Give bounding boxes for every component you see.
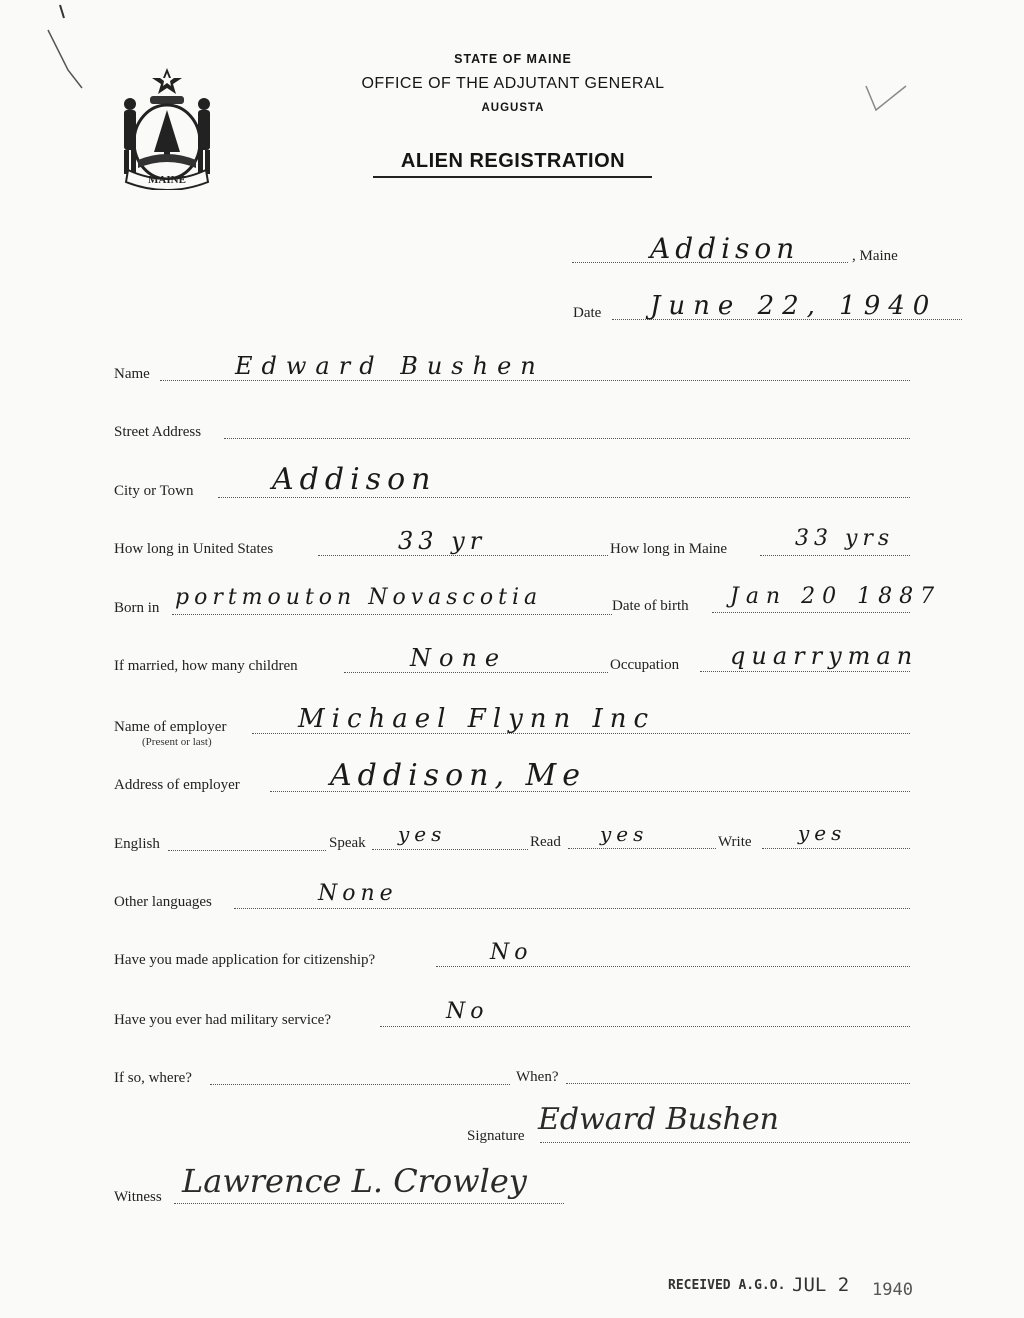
born-value: portmouton Novascotia	[175, 585, 543, 610]
military-label: Have you ever had military service?	[114, 1012, 331, 1028]
employer-address-label: Address of employer	[114, 777, 240, 793]
citizenship-label: Have you made application for citizenship?	[114, 952, 376, 968]
city-value: Addison	[272, 462, 437, 497]
office-heading: OFFICE OF THE ADJUTANT GENERAL	[361, 75, 665, 92]
other-languages-label: Other languages	[114, 894, 212, 910]
where-line	[210, 1084, 510, 1085]
speak-label: Speak	[329, 835, 366, 851]
name-value: Edward Bushen	[235, 352, 545, 380]
write-value: yes	[798, 821, 847, 845]
witness-line	[174, 1203, 564, 1204]
speak-line	[372, 849, 528, 850]
check-mark	[862, 80, 912, 120]
children-label: If married, how many children	[114, 658, 298, 674]
date-value: June 22, 1940	[650, 291, 938, 321]
witness-label: Witness	[114, 1189, 162, 1205]
seal-banner-text: MAINE	[148, 174, 186, 186]
occupation-label: Occupation	[610, 657, 680, 673]
other-languages-value: None	[318, 881, 398, 906]
maine-duration-label: How long in Maine	[610, 541, 728, 557]
us-duration-line	[318, 555, 608, 556]
read-label: Read	[530, 834, 561, 850]
state-heading: STATE OF MAINE	[454, 52, 572, 66]
witness-value: Lawrence L. Crowley	[182, 1162, 527, 1200]
dob-line	[712, 612, 910, 613]
maine-duration-value: 33 yrs	[795, 526, 895, 551]
location-suffix: , Maine	[852, 248, 898, 264]
other-languages-line	[234, 908, 910, 909]
received-stamp-year: 1940	[872, 1280, 913, 1300]
name-line	[160, 380, 910, 381]
military-value: No	[446, 999, 489, 1024]
english-line	[168, 850, 326, 851]
form-title: ALIEN REGISTRATION	[400, 150, 626, 172]
title-underline	[373, 176, 652, 178]
citizenship-line	[436, 966, 910, 967]
citizenship-value: No	[490, 940, 533, 965]
location-value: Addison	[650, 232, 800, 265]
born-label: Born in	[114, 600, 160, 616]
margin-mark	[40, 0, 110, 100]
children-value: None	[410, 644, 508, 672]
signature-value: Edward Bushen	[538, 1102, 779, 1137]
write-line	[762, 848, 910, 849]
received-stamp: RECEIVED A.G.O.	[668, 1278, 786, 1293]
children-line	[344, 672, 608, 673]
date-label: Date	[573, 305, 602, 321]
name-label: Name	[114, 366, 150, 382]
maine-duration-line	[760, 555, 910, 556]
employer-address-value: Addison, Me	[330, 758, 586, 793]
city-line	[218, 497, 910, 498]
write-label: Write	[718, 834, 752, 850]
read-line	[568, 848, 716, 849]
city-heading: AUGUSTA	[481, 102, 545, 114]
when-label: When?	[516, 1069, 559, 1085]
dob-label: Date of birth	[612, 598, 689, 614]
occupation-line	[700, 671, 910, 672]
read-value: yes	[600, 822, 649, 846]
dob-value: Jan 20 1887	[730, 584, 942, 609]
employer-sublabel: (Present or last)	[142, 736, 212, 748]
signature-label: Signature	[467, 1128, 525, 1144]
employer-label: Name of employer	[114, 719, 227, 735]
where-label: If so, where?	[114, 1070, 192, 1086]
city-label: City or Town	[114, 483, 194, 499]
street-label: Street Address	[114, 424, 202, 440]
occupation-value: quarryman	[730, 642, 919, 670]
signature-line	[540, 1142, 910, 1143]
employer-value: Michael Flynn Inc	[298, 704, 656, 734]
us-duration-value: 33 yr	[398, 527, 487, 555]
speak-value: yes	[398, 822, 447, 846]
received-stamp-date: JUL 2	[792, 1274, 850, 1296]
english-label: English	[114, 836, 160, 852]
street-line	[224, 438, 910, 439]
military-line	[380, 1026, 910, 1027]
state-seal-icon	[112, 64, 222, 190]
born-line	[172, 614, 612, 615]
us-duration-label: How long in United States	[114, 541, 274, 557]
when-line	[566, 1083, 910, 1084]
